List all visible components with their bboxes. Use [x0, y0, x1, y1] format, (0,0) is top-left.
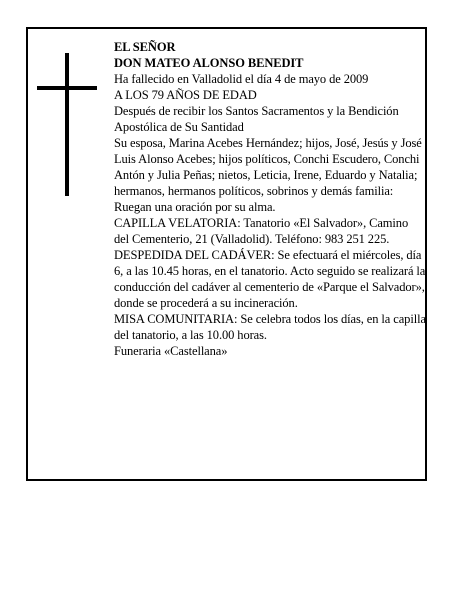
obituary-text [114, 39, 426, 359]
death-announcement: Ha fallecido en Valladolid el día 4 de mayo de 2009 [114, 72, 369, 86]
sacraments-paragraph: Después de recibir los Santos Sacramentos y la Bendición Apostólica de Su Santidad [114, 104, 399, 134]
heading-title: EL SEÑOR [114, 40, 176, 54]
farewell-paragraph: DESPEDIDA DEL CADÁVER: Se efectuará el miércoles, día 6, a las 10.45 horas, en el tanatorio. Acto seguido se realizará la conducción del cadáver al cementerio de «Parque el Salvador», donde se procederá a su incineración. [114, 248, 426, 310]
cross-icon-bar [37, 86, 97, 90]
age-line: A LOS 79 AÑOS DE EDAD [114, 88, 257, 102]
cross-icon [65, 53, 69, 196]
chapel-paragraph: CAPILLA VELATORIA: Tanatorio «El Salvador», Camino del Cementerio, 21 (Valladolid). Teléfono: 983 251 225. [114, 216, 409, 246]
funeral-home: Funeraria «Castellana» [114, 344, 228, 358]
mass-paragraph: MISA COMUNITARIA: Se celebra todos los días, en la capilla del tanatorio, a las 10.00 horas. [114, 312, 426, 342]
prayer-line: Ruegan una oración por su alma. [114, 200, 276, 214]
family-paragraph: Su esposa, Marina Acebes Hernández; hijos, José, Jesús y José Luis Alonso Acebes; hijos políticos, Conchi Escudero, Conchi Antón y Julia Peñas; nietos, Leticia, Irene, Eduardo y Natalia; hermanos, hermanos políticos, sobrinos y demás familia: [114, 136, 422, 198]
deceased-name: DON MATEO ALONSO BENEDIT [114, 56, 304, 70]
